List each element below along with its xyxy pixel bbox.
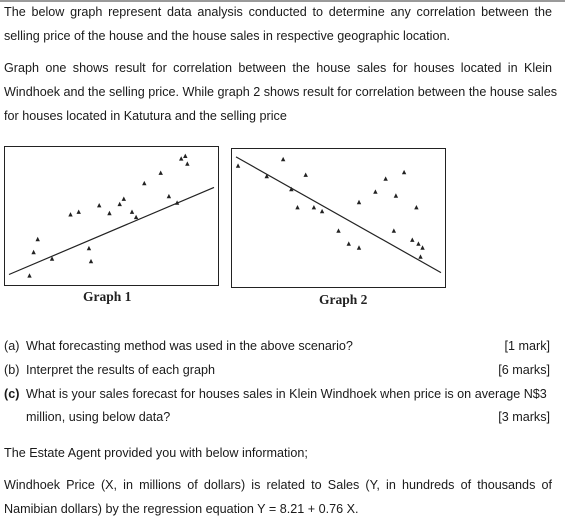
info-text-2: Windhoek Price (X, in millions of dollars) is related to Sales (Y, in hundreds of thousands of	[4, 478, 552, 492]
graph-1-data-point-7	[87, 246, 91, 250]
graph-2-plot	[231, 148, 446, 288]
graph-1-data-point-15	[142, 181, 146, 185]
graph-1-data-point-6	[77, 210, 81, 214]
description-line-3: for houses located in Katutura and the selling price	[4, 109, 287, 123]
graph-1-plot	[4, 146, 219, 286]
graph-1-svg	[5, 147, 218, 285]
question-b	[4, 359, 550, 382]
graph-2-data-point-20	[416, 241, 420, 245]
question-b-label: (b)	[4, 363, 20, 377]
graph-2-data-point-13	[373, 189, 377, 193]
description-line-1: Graph one shows result for correlation between the house sales for houses located in Klein	[4, 61, 552, 75]
graph-1-data-point-17	[167, 194, 171, 198]
graph-2-data-point-18	[414, 205, 418, 209]
graph-1-data-point-8	[89, 259, 93, 263]
description-paragraph	[4, 56, 558, 128]
question-a-label: (a)	[4, 339, 20, 353]
graph-2-data-point-14	[383, 176, 387, 180]
question-b-text: Interpret the results of each graph	[26, 363, 216, 377]
graph-2-data-point-9	[336, 228, 340, 232]
graph-1-data-point-12	[122, 197, 126, 201]
graph-1-trend-line	[9, 187, 214, 274]
graph-1-data-point-9	[97, 203, 101, 207]
info-line-1	[4, 441, 552, 465]
graph-1-data-point-2	[36, 237, 40, 241]
graph-2-data-point-1	[236, 163, 240, 167]
graph-1-data-point-13	[130, 210, 134, 214]
graph-2-data-point-6	[295, 205, 299, 209]
intro-line-2: selling price of the house and the house sales in respective geographic location.	[4, 29, 450, 43]
graph-2-data-point-22	[418, 254, 422, 258]
graph-2-data-point-10	[347, 241, 351, 245]
graph-2-caption: Graph 2	[319, 292, 368, 307]
description-line-2: Windhoek and the selling price. While graph 2 shows result for correlation between the house sales	[4, 85, 558, 99]
question-a	[4, 335, 550, 358]
graph-1-data-point-16	[159, 171, 163, 175]
graph-2-data-point-17	[392, 228, 396, 232]
graph-2-svg	[232, 149, 445, 287]
graph-1-data-point-3	[31, 250, 35, 254]
graph-2-data-point-16	[394, 193, 398, 197]
graph-1-data-point-1	[27, 273, 31, 277]
graph-2-data-point-3	[281, 157, 285, 161]
graph-1-data-point-11	[118, 202, 122, 206]
graph-2-data-point-5	[304, 173, 308, 177]
intro-paragraph	[4, 0, 552, 48]
graph-2-data-point-15	[402, 170, 406, 174]
question-c-line-1: What is your sales forecast for houses sales in Klein Windhoek when price is on average N$3	[26, 387, 547, 401]
intro-line-1: The below graph represent data analysis conducted to determine any correlation between the	[4, 5, 552, 19]
question-b-marks: [6 marks]	[498, 363, 550, 377]
question-c	[4, 383, 550, 429]
graph-2-data-point-21	[420, 245, 424, 249]
graph-2-data-point-19	[410, 238, 414, 242]
graph-1-caption: Graph 1	[83, 289, 132, 304]
graph-1-data-point-5	[68, 212, 72, 216]
graph-1-data-point-10	[107, 211, 111, 215]
question-c-label: (c)	[4, 387, 20, 401]
question-c-marks: [3 marks]	[498, 410, 550, 424]
graph-2-data-point-8	[320, 209, 324, 213]
graph-2-data-point-7	[312, 205, 316, 209]
question-c-line-2: million, using below data?	[26, 410, 171, 424]
graph-1-data-point-14	[134, 215, 138, 219]
graph-1-data-point-21	[185, 161, 189, 165]
graph-2-data-point-12	[357, 200, 361, 204]
info-text-3: Namibian dollars) by the regression equation Y = 8.21 + 0.76 X.	[4, 502, 359, 516]
graph-1-data-point-20	[183, 154, 187, 158]
graph-1-data-point-19	[179, 156, 183, 160]
info-text-1: The Estate Agent provided you with below information;	[4, 446, 308, 460]
graph-2-data-point-11	[357, 245, 361, 249]
info-paragraph-2	[4, 473, 552, 521]
question-a-text: What forecasting method was used in the above scenario?	[26, 339, 353, 353]
question-a-marks: [1 mark]	[504, 339, 550, 353]
